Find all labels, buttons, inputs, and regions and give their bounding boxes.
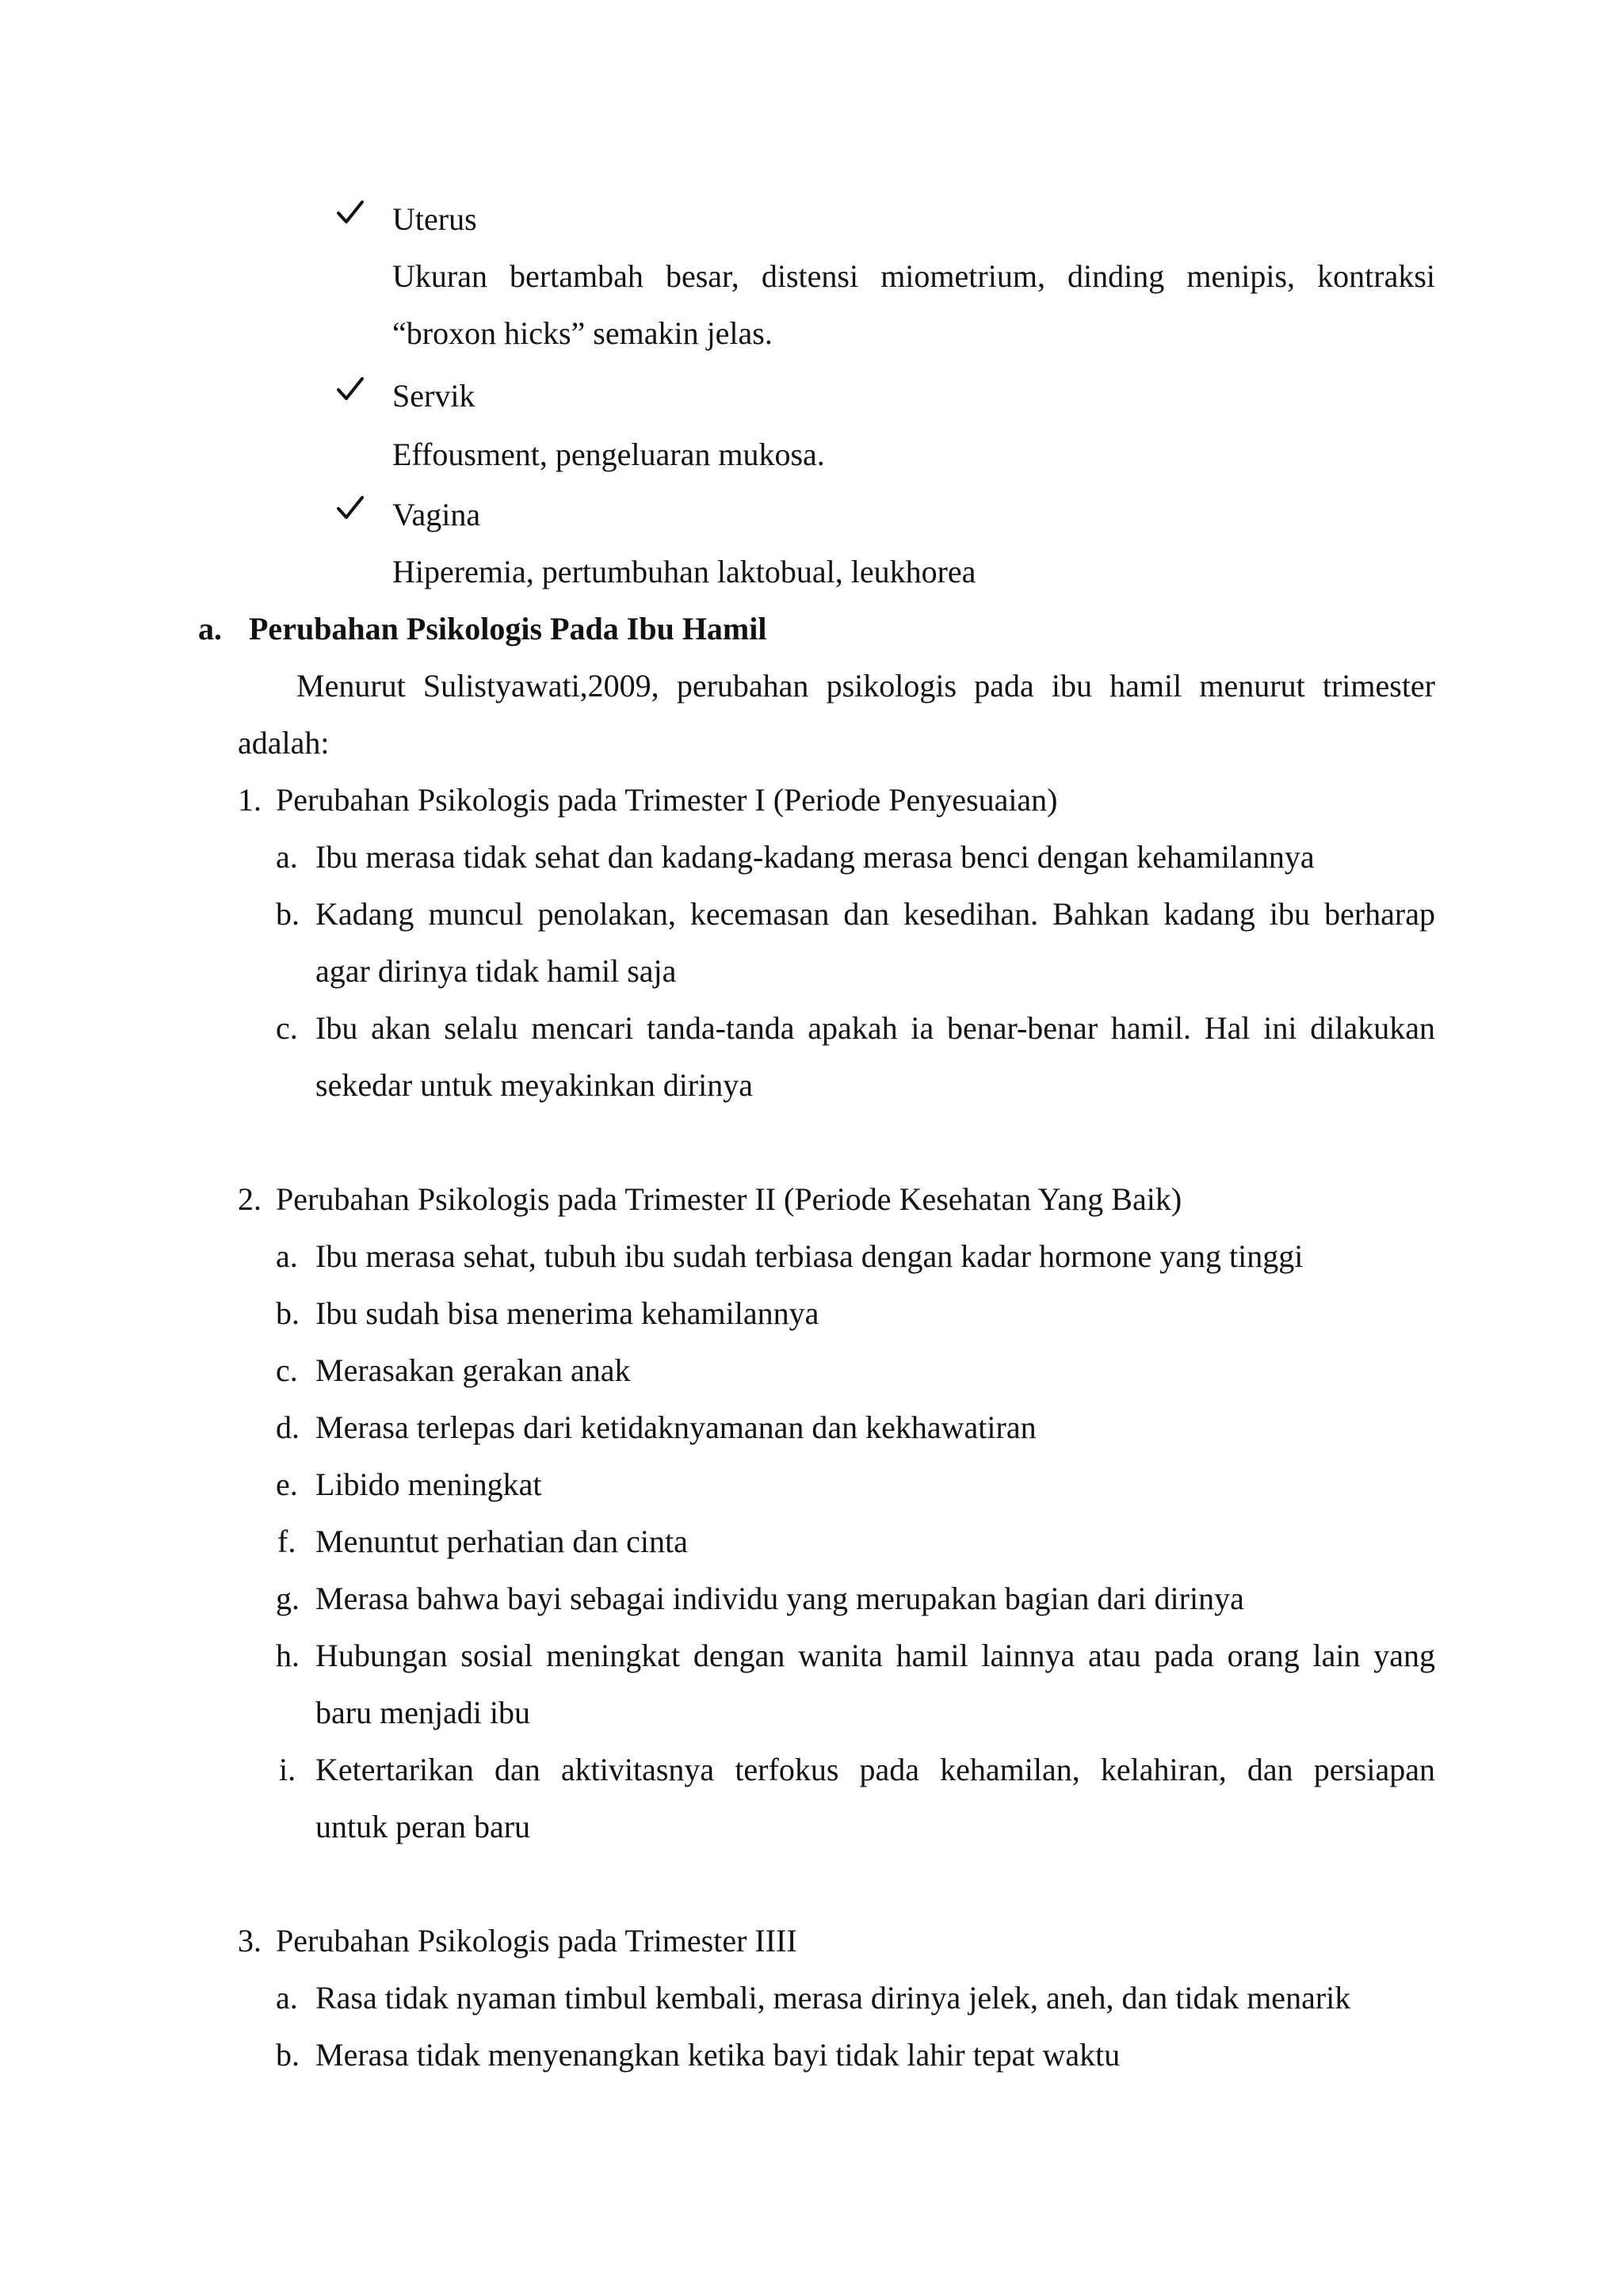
section-intro-line1: Menurut Sulistyawati,2009, perubahan psikologis pada ibu hamil menurut trimester xyxy=(296,668,1435,704)
trimester-number: 2. xyxy=(238,1181,262,1217)
list-item: Merasa bahwa bayi sebagai individu yang merupakan bagian dari dirinya xyxy=(315,1581,1244,1616)
trimester-number: 1. xyxy=(238,782,262,818)
list-marker: b. xyxy=(276,2037,300,2073)
list-marker: i. xyxy=(279,1752,296,1787)
list-item: Kadang muncul penolakan, kecemasan dan kesedihan. Bahkan kadang ibu berharap xyxy=(315,896,1435,932)
list-item: Merasa terlepas dari ketidaknyamanan dan kekhawatiran xyxy=(315,1409,1037,1445)
organ-desc-uterus-line1: Ukuran bertambah besar, distensi miometrium, dinding menipis, kontraksi xyxy=(392,258,1435,294)
list-marker: g. xyxy=(276,1581,300,1616)
section-heading: Perubahan Psikologis Pada Ibu Hamil xyxy=(249,611,767,646)
checkmark-icon xyxy=(337,200,364,225)
list-marker: h. xyxy=(276,1638,300,1673)
checkmark-icon xyxy=(337,495,364,521)
list-marker: f. xyxy=(277,1524,296,1559)
organ-desc-uterus-line2: “broxon hicks” semakin jelas. xyxy=(392,315,773,351)
trimester-title: Perubahan Psikologis pada Trimester II (Periode Kesehatan Yang Baik) xyxy=(276,1181,1182,1217)
organ-desc-vagina: Hiperemia, pertumbuhan laktobual, leukhorea xyxy=(392,554,976,589)
list-marker: c. xyxy=(276,1352,298,1388)
list-item: Ketertarikan dan aktivitasnya terfokus pada kehamilan, kelahiran, dan persiapan xyxy=(315,1752,1435,1787)
list-item: Merasa tidak menyenangkan ketika bayi tidak lahir tepat waktu xyxy=(315,2037,1121,2073)
list-marker: b. xyxy=(276,1295,300,1331)
list-marker: a. xyxy=(276,1980,298,2016)
list-marker: a. xyxy=(276,839,298,875)
list-item-continuation: untuk peran baru xyxy=(315,1809,531,1844)
list-item-continuation: agar dirinya tidak hamil saja xyxy=(315,953,677,989)
checkmark-icon xyxy=(337,376,364,402)
list-item: Hubungan sosial meningkat dengan wanita hamil lainnya atau pada orang lain yang xyxy=(315,1638,1435,1673)
list-item: Ibu sudah bisa menerima kehamilannya xyxy=(315,1295,819,1331)
list-item: Ibu akan selalu mencari tanda-tanda apakah ia benar-benar hamil. Hal ini dilakukan xyxy=(315,1010,1435,1046)
organ-desc-servik: Effousment, pengeluaran mukosa. xyxy=(392,437,825,472)
list-item: Rasa tidak nyaman timbul kembali, merasa dirinya jelek, aneh, dan tidak menarik xyxy=(315,1980,1351,2016)
list-marker: b. xyxy=(276,896,300,932)
list-item: Ibu merasa tidak sehat dan kadang-kadang merasa benci dengan kehamilannya xyxy=(315,839,1315,875)
trimester-title: Perubahan Psikologis pada Trimester I (Periode Penyesuaian) xyxy=(276,782,1058,818)
list-item-continuation: sekedar untuk meyakinkan dirinya xyxy=(315,1067,754,1103)
list-marker: d. xyxy=(276,1409,300,1445)
list-item: Merasakan gerakan anak xyxy=(315,1352,631,1388)
section-marker: a. xyxy=(198,611,222,646)
organ-title-servik: Servik xyxy=(392,378,475,414)
trimester-title: Perubahan Psikologis pada Trimester IIII xyxy=(276,1923,797,1958)
list-item: Libido meningkat xyxy=(315,1466,542,1502)
list-item: Menuntut perhatian dan cinta xyxy=(315,1524,688,1559)
organ-title-vagina: Vagina xyxy=(392,497,481,532)
trimester-number: 3. xyxy=(238,1923,262,1958)
list-item: Ibu merasa sehat, tubuh ibu sudah terbiasa dengan kadar hormone yang tinggi xyxy=(315,1238,1304,1274)
list-marker: c. xyxy=(276,1010,298,1046)
list-marker: e. xyxy=(276,1466,298,1502)
list-marker: a. xyxy=(276,1238,298,1274)
organ-title-uterus: Uterus xyxy=(392,201,477,237)
list-item-continuation: baru menjadi ibu xyxy=(315,1695,531,1730)
section-intro-line2: adalah: xyxy=(238,725,330,761)
